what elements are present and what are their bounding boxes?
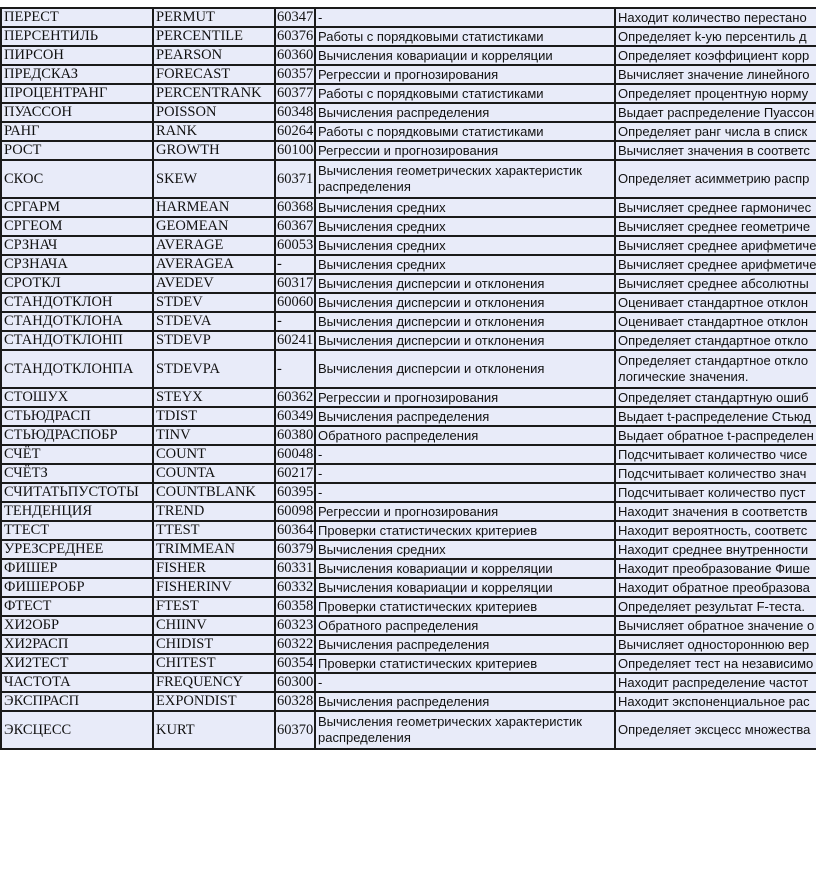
table-row (1, 597, 816, 616)
function-code-cell: 60367 (277, 218, 314, 234)
function-name-ru-cell: ХИ2РАСП (1, 635, 153, 654)
table-row (1, 122, 816, 141)
function-name-en-cell: POISSON (153, 103, 275, 122)
function-name-ru-cell: ТЕНДЕНЦИЯ (1, 502, 153, 521)
function-name-en-cell: FISHERINV (153, 578, 275, 597)
function-name-ru-cell: ЭКСПРАСП (1, 692, 153, 711)
function-description-cell: Находит распределение частот (615, 673, 816, 692)
function-code-cell: 60323 (277, 617, 314, 633)
function-code-cell: 60347 (277, 9, 314, 25)
table-row (1, 65, 816, 84)
function-name-ru-cell: СКОС (1, 160, 153, 198)
function-category-cell: Вычисления средних (315, 255, 615, 274)
function-code-cell: - (275, 350, 315, 388)
function-name-en-cell: GROWTH (153, 141, 275, 160)
function-name-en-cell: TDIST (153, 407, 275, 426)
function-category-cell: Вычисления средних (315, 540, 615, 559)
function-name-en-cell: CHITEST (153, 654, 275, 673)
table-row (1, 711, 816, 749)
function-name-en-cell: KURT (153, 711, 275, 749)
function-name-en-cell: CHIINV (153, 616, 275, 635)
function-name-en-cell: STDEVPA (153, 350, 275, 388)
function-name-ru-cell: ЭКСЦЕСС (1, 711, 153, 749)
function-description-cell: Выдает t-распределение Стьюд (615, 407, 816, 426)
function-name-en-cell: TRIMMEAN (153, 540, 275, 559)
function-code-cell: 60349 (277, 408, 314, 424)
function-code-cell: 60317 (277, 275, 314, 291)
function-code-cell: 60357 (277, 66, 314, 82)
function-code-cell: 60368 (277, 199, 314, 215)
function-name-ru-cell: ФИШЕР (1, 559, 153, 578)
function-code-cell: 60053 (277, 237, 314, 253)
function-name-en-cell: COUNT (153, 445, 275, 464)
function-code-cell: 60098 (277, 503, 314, 519)
function-name-en-cell: GEOMEAN (153, 217, 275, 236)
table-row (1, 350, 816, 388)
function-description-cell: Выдает распределение Пуассон (615, 103, 816, 122)
function-description-cell: Вычисляет обратное значение о (615, 616, 816, 635)
function-description-cell: Вычисляет среднее геометриче (615, 217, 816, 236)
function-category-cell: Регрессии и прогнозирования (315, 388, 615, 407)
table-row (1, 635, 816, 654)
function-category-cell: Вычисления дисперсии и отклонения (315, 312, 615, 331)
function-name-ru-cell: СТАНДОТКЛОНА (1, 312, 153, 331)
table-row (1, 521, 816, 540)
function-name-ru-cell: РОСТ (1, 141, 153, 160)
function-name-ru-cell: СТАНДОТКЛОНПА (1, 350, 153, 388)
function-code-cell: 60300 (277, 674, 314, 690)
function-name-en-cell: HARMEAN (153, 198, 275, 217)
function-name-ru-cell: ПЕРСЕНТИЛЬ (1, 27, 153, 46)
function-name-en-cell: EXPONDIST (153, 692, 275, 711)
table-row (1, 464, 816, 483)
function-name-ru-cell: СЧЁТ (1, 445, 153, 464)
function-description-cell: Вычисляет значения в соответс (615, 141, 816, 160)
function-code-cell: 60371 (275, 160, 315, 198)
function-name-ru-cell: ЧАСТОТА (1, 673, 153, 692)
function-name-en-cell: FISHER (153, 559, 275, 578)
table-row (1, 388, 816, 407)
function-category-cell: Вычисления геометрических характеристик распределения (315, 711, 615, 749)
function-name-en-cell: TREND (153, 502, 275, 521)
function-name-en-cell: COUNTBLANK (153, 483, 275, 502)
table-row (1, 312, 816, 331)
function-description-cell: Находит преобразование Фише (615, 559, 816, 578)
function-description-cell: Определяет асимметрию распр (615, 160, 816, 198)
function-description-cell: Оценивает стандартное отклон (615, 293, 816, 312)
function-description-cell: Вычисляет одностороннюю вер (615, 635, 816, 654)
function-code-cell: 60358 (277, 598, 314, 614)
function-name-en-cell: TINV (153, 426, 275, 445)
function-category-cell: Вычисления распределения (315, 103, 615, 122)
function-description-cell: Определяет ранг числа в списк (615, 122, 816, 141)
function-category-cell: Обратного распределения (315, 426, 615, 445)
function-code-cell: 60348 (277, 104, 314, 120)
table-row (1, 578, 816, 597)
function-category-cell: Проверки статистических критериев (315, 597, 615, 616)
function-code-cell: 60264 (277, 123, 314, 139)
function-code-cell: 60048 (277, 446, 314, 462)
function-description-cell: Определяет процентную норму (615, 84, 816, 103)
table-row (1, 502, 816, 521)
function-name-ru-cell: ПРЕДСКАЗ (1, 65, 153, 84)
table-row (1, 407, 816, 426)
function-code-cell: 60376 (277, 28, 314, 44)
functions-table-body (1, 8, 816, 749)
function-name-en-cell: STDEVP (153, 331, 275, 350)
function-description-cell: Находит экспоненциальное рас (615, 692, 816, 711)
function-category-cell: Вычисления распределения (315, 692, 615, 711)
function-category-cell: - (315, 8, 615, 27)
function-description-cell: Выдает обратное t-распределен (615, 426, 816, 445)
function-description-cell: Подсчитывает количество знач (615, 464, 816, 483)
function-name-en-cell: PERCENTRANK (153, 84, 275, 103)
function-name-en-cell: STDEVA (153, 312, 275, 331)
function-name-en-cell: RANK (153, 122, 275, 141)
function-category-cell: Обратного распределения (315, 616, 615, 635)
function-code-cell: 60217 (277, 465, 314, 481)
function-name-ru-cell: ПРОЦЕНТРАНГ (1, 84, 153, 103)
function-name-ru-cell: СТАНДОТКЛОН (1, 293, 153, 312)
function-code-cell: 60364 (277, 522, 314, 538)
function-code-cell: 60328 (277, 693, 314, 709)
function-category-cell: Вычисления ковариации и корреляции (315, 46, 615, 65)
function-name-en-cell: SKEW (153, 160, 275, 198)
table-row (1, 198, 816, 217)
table-row (1, 46, 816, 65)
function-category-cell: Регрессии и прогнозирования (315, 141, 615, 160)
function-name-ru-cell: ТТЕСТ (1, 521, 153, 540)
function-code-cell: - (275, 255, 315, 274)
function-name-ru-cell: СТЬЮДРАСП (1, 407, 153, 426)
function-description-cell: Находит обратное преобразова (615, 578, 816, 597)
function-name-ru-cell: СРГЕОМ (1, 217, 153, 236)
function-description-cell: Определяет эксцесс множества (615, 711, 816, 749)
function-category-cell: - (315, 483, 615, 502)
function-name-ru-cell: СРЗНАЧА (1, 255, 153, 274)
function-category-cell: Вычисления дисперсии и отклонения (315, 350, 615, 388)
function-name-en-cell: FREQUENCY (153, 673, 275, 692)
table-row (1, 673, 816, 692)
function-description-cell: Вычисляет среднее арифметиче (615, 255, 816, 274)
table-row (1, 445, 816, 464)
function-name-ru-cell: ПУАССОН (1, 103, 153, 122)
function-name-en-cell: STDEV (153, 293, 275, 312)
function-code-cell: 60395 (277, 484, 314, 500)
function-description-cell: Определяет коэффициент корр (615, 46, 816, 65)
function-description-cell: Определяет стандартную ошиб (615, 388, 816, 407)
function-name-ru-cell: СТОШУХ (1, 388, 153, 407)
function-category-cell: Вычисления дисперсии и отклонения (315, 274, 615, 293)
function-category-cell: Работы с порядковыми статистиками (315, 27, 615, 46)
table-row (1, 331, 816, 350)
table-row (1, 255, 816, 274)
function-name-en-cell: FTEST (153, 597, 275, 616)
function-category-cell: Вычисления дисперсии и отклонения (315, 331, 615, 350)
function-name-en-cell: CHIDIST (153, 635, 275, 654)
function-name-ru-cell: ФИШЕРОБР (1, 578, 153, 597)
function-description-cell: Находит количество перестано (615, 8, 816, 27)
function-name-en-cell: STEYX (153, 388, 275, 407)
function-name-en-cell: TTEST (153, 521, 275, 540)
function-category-cell: Вычисления дисперсии и отклонения (315, 293, 615, 312)
function-description-cell: Определяет результат F-теста. (615, 597, 816, 616)
function-code-cell: 60241 (277, 332, 314, 348)
function-name-en-cell: AVERAGE (153, 236, 275, 255)
function-category-cell: Вычисления распределения (315, 407, 615, 426)
function-description-cell: Находит вероятность, соответс (615, 521, 816, 540)
function-name-ru-cell: СЧИТАТЬПУСТОТЫ (1, 483, 153, 502)
function-code-cell: 60322 (277, 636, 314, 652)
function-category-cell: - (315, 445, 615, 464)
table-row (1, 274, 816, 293)
function-code-cell: 60379 (277, 541, 314, 557)
function-category-cell: Регрессии и прогнозирования (315, 65, 615, 84)
function-code-cell: 60331 (277, 560, 314, 576)
function-name-ru-cell: СРГАРМ (1, 198, 153, 217)
function-category-cell: Регрессии и прогнозирования (315, 502, 615, 521)
function-name-ru-cell: ПЕРЕСТ (1, 8, 153, 27)
function-code-cell: 60060 (277, 294, 314, 310)
function-category-cell: - (315, 464, 615, 483)
function-category-cell: Вычисления ковариации и корреляции (315, 578, 615, 597)
functions-table (0, 7, 816, 750)
function-code-cell: 60100 (277, 142, 314, 158)
function-description-cell: Вычисляет значение линейного (615, 65, 816, 84)
function-code-cell: 60380 (277, 427, 314, 443)
function-name-en-cell: PEARSON (153, 46, 275, 65)
function-category-cell: Вычисления ковариации и корреляции (315, 559, 615, 578)
table-row (1, 426, 816, 445)
function-description-cell: Находит значения в соответств (615, 502, 816, 521)
table-row (1, 616, 816, 635)
function-description-cell: Вычисляет среднее арифметиче (615, 236, 816, 255)
function-code-cell: 60362 (277, 389, 314, 405)
table-row (1, 84, 816, 103)
function-description-cell: Подсчитывает количество пуст (615, 483, 816, 502)
table-row (1, 27, 816, 46)
table-row (1, 160, 816, 198)
function-description-cell: Определяет тест на независимо (615, 654, 816, 673)
function-name-ru-cell: УРЕЗСРЕДНЕЕ (1, 540, 153, 559)
function-code-cell: - (275, 312, 315, 331)
table-row (1, 8, 816, 27)
function-name-ru-cell: СРЗНАЧ (1, 236, 153, 255)
function-category-cell: Вычисления геометрических характеристик распределения (315, 160, 615, 198)
function-category-cell: Вычисления средних (315, 198, 615, 217)
function-category-cell: Проверки статистических критериев (315, 654, 615, 673)
function-description-cell: Вычисляет среднее абсолютны (615, 274, 816, 293)
function-name-ru-cell: СТЬЮДРАСПОБР (1, 426, 153, 445)
function-name-en-cell: AVEDEV (153, 274, 275, 293)
function-description-cell: Подсчитывает количество чисе (615, 445, 816, 464)
function-category-cell: Проверки статистических критериев (315, 521, 615, 540)
function-description-cell: Определяет стандартное откло логические значения. (615, 350, 816, 388)
function-description-cell: Определяет стандартное откло (615, 331, 816, 350)
function-category-cell: Вычисления распределения (315, 635, 615, 654)
function-name-ru-cell: ПИРСОН (1, 46, 153, 65)
table-row (1, 654, 816, 673)
function-code-cell: 60332 (277, 579, 314, 595)
function-code-cell: 60377 (277, 85, 314, 101)
table-row (1, 483, 816, 502)
function-category-cell: - (315, 673, 615, 692)
function-description-cell: Оценивает стандартное отклон (615, 312, 816, 331)
function-code-cell: 60360 (277, 47, 314, 63)
function-name-en-cell: AVERAGEA (153, 255, 275, 274)
function-name-ru-cell: СЧЁТЗ (1, 464, 153, 483)
function-name-ru-cell: ФТЕСТ (1, 597, 153, 616)
function-name-ru-cell: ХИ2ОБР (1, 616, 153, 635)
function-name-ru-cell: ХИ2ТЕСТ (1, 654, 153, 673)
function-category-cell: Работы с порядковыми статистиками (315, 122, 615, 141)
table-row (1, 540, 816, 559)
table-row (1, 559, 816, 578)
function-description-cell: Определяет k-ую персентиль д (615, 27, 816, 46)
function-name-en-cell: COUNTA (153, 464, 275, 483)
table-row (1, 141, 816, 160)
table-row (1, 217, 816, 236)
function-code-cell: 60354 (277, 655, 314, 671)
table-row (1, 692, 816, 711)
function-name-ru-cell: РАНГ (1, 122, 153, 141)
function-description-cell: Находит среднее внутренности (615, 540, 816, 559)
function-code-cell: 60370 (275, 711, 315, 749)
function-name-en-cell: FORECAST (153, 65, 275, 84)
table-row (1, 103, 816, 122)
function-category-cell: Вычисления средних (315, 236, 615, 255)
table-row (1, 293, 816, 312)
function-name-en-cell: PERCENTILE (153, 27, 275, 46)
table-row (1, 236, 816, 255)
function-name-ru-cell: СРОТКЛ (1, 274, 153, 293)
function-category-cell: Вычисления средних (315, 217, 615, 236)
function-name-en-cell: PERMUT (153, 8, 275, 27)
function-name-ru-cell: СТАНДОТКЛОНП (1, 331, 153, 350)
function-category-cell: Работы с порядковыми статистиками (315, 84, 615, 103)
function-description-cell: Вычисляет среднее гармоничес (615, 198, 816, 217)
